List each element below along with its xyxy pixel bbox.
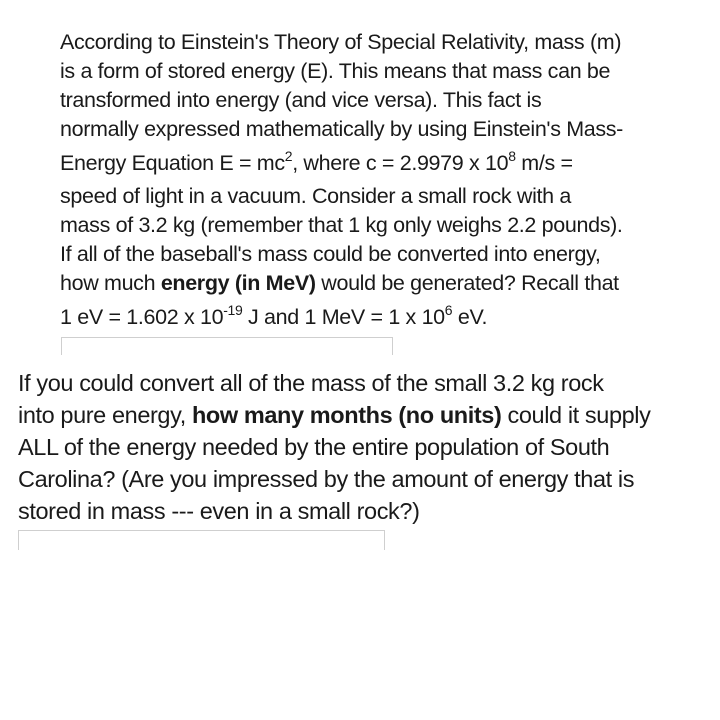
- answer-1-input[interactable]: [61, 337, 393, 355]
- question-2-line: stored in mass --- even in a small rock?): [18, 498, 420, 524]
- question-1-line: mass of 3.2 kg (remember that 1 kg only weighs 2.2 pounds).: [60, 213, 623, 237]
- exponent: -19: [223, 302, 243, 318]
- equation-text: m/s =: [515, 151, 573, 175]
- question-2-line: [18, 402, 650, 428]
- text: 1 eV = 1.602 x 10: [60, 305, 224, 329]
- emphasis: how many months (no units): [191, 402, 502, 428]
- equation-text: Energy Equation E = mc: [60, 151, 285, 175]
- question-1-line: normally expressed mathematically by using Einstein's Mass-: [60, 117, 623, 141]
- question-2-line: ALL of the energy needed by the entire population of South: [18, 434, 610, 460]
- question-2: [18, 367, 698, 527]
- text: how much: [60, 271, 161, 295]
- answer-2-input[interactable]: [18, 530, 385, 550]
- question-1: [60, 28, 675, 336]
- question-1-line: is a form of stored energy (E). This means that mass can be: [60, 59, 611, 83]
- question-1-line: speed of light in a vacuum. Consider a small rock with a: [60, 184, 571, 208]
- question-1-equation-line: [60, 144, 573, 182]
- equation-text: , where c = 2.9979 x 10: [292, 151, 509, 175]
- exponent: 8: [508, 148, 516, 164]
- question-1-line: According to Einstein's Theory of Special Relativity, mass (m): [60, 30, 622, 54]
- text: could it supply: [501, 402, 651, 428]
- emphasis: energy (in MeV): [160, 271, 316, 295]
- question-2-line: Carolina? (Are you impressed by the amount of energy that is: [18, 466, 635, 492]
- question-1-line: [60, 271, 619, 295]
- question-1-recall-line: [60, 298, 487, 336]
- question-1-line: If all of the baseball's mass could be converted into energy,: [60, 242, 601, 266]
- exponent: 6: [444, 302, 453, 318]
- text: would be generated? Recall that: [315, 271, 619, 295]
- question-1-line: transformed into energy (and vice versa). This fact is: [60, 88, 542, 112]
- exponent: 2: [284, 148, 293, 164]
- text: into pure energy,: [18, 402, 192, 428]
- question-2-line: If you could convert all of the mass of the small 3.2 kg rock: [18, 370, 604, 396]
- text: J and 1 MeV = 1 x 10: [242, 305, 445, 329]
- text: eV.: [452, 305, 488, 329]
